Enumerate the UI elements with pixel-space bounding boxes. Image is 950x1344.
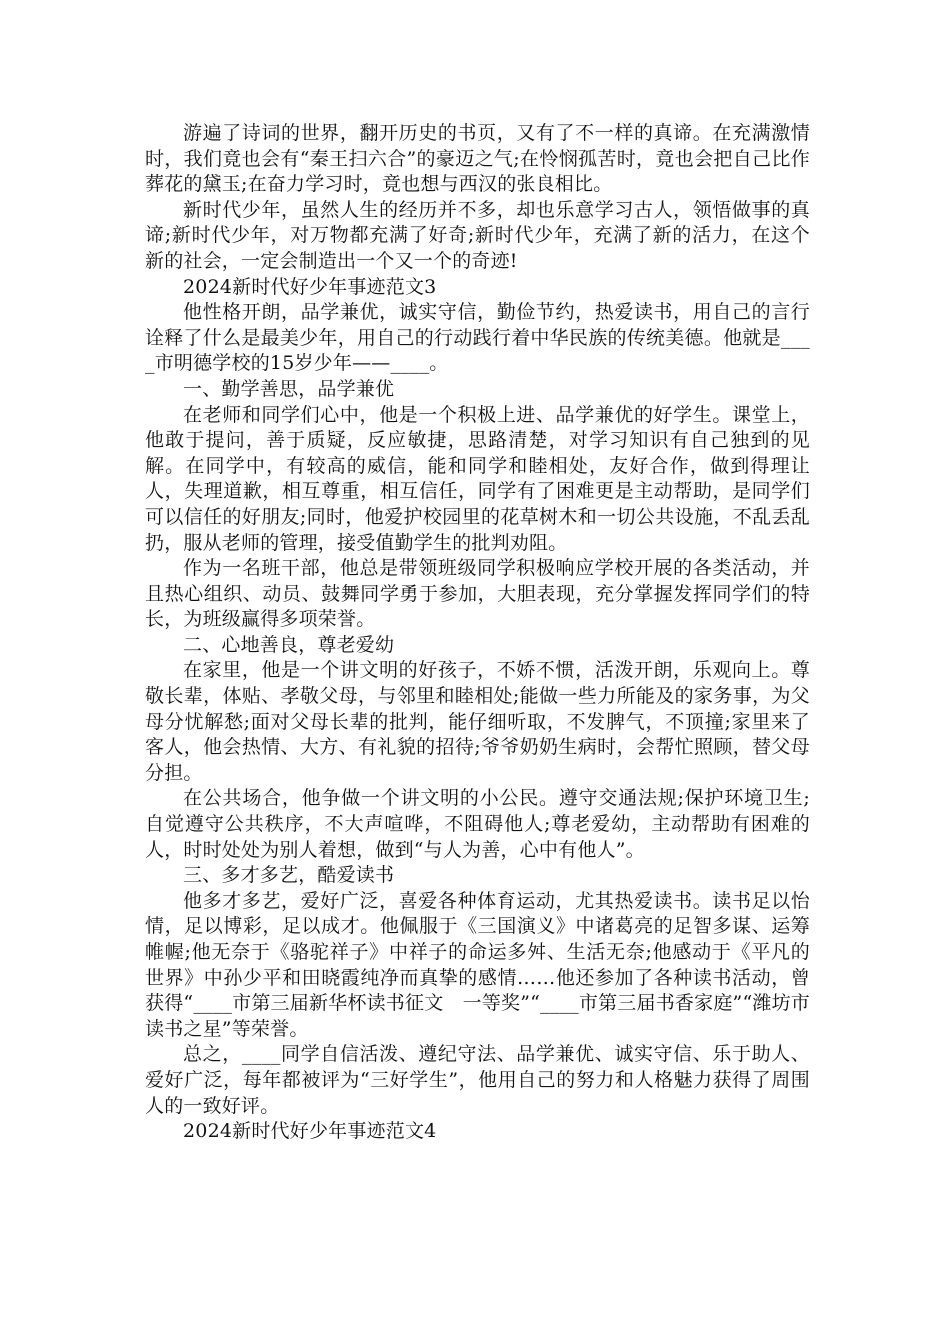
paragraph-poetry-history: 游遍了诗词的世界，翻开历史的书页，又有了不一样的真谛。在充满激情时，我们竟也会有“秦王扫六合”的豪迈之气;在怜悯孤苦时，竟也会把自己比作葬花的黛玉;在奋力学习时，竟也想与西汉的张良相比。 [145,122,810,196]
subheading-talents: 三、多才多艺，酷爱读书 [183,864,395,887]
paragraph-new-era-youth: 新时代少年，虽然人生的经历并不多，却也乐意学习古人，领悟做事的真谛;新时代少年，对万物都充满了好奇;新时代少年，充满了新的活力，在这个新的社会，一定会制造出一个又一个的奇迹! [145,198,810,272]
paragraph-class-leader: 作为一名班干部，他总是带领班级同学积极响应学校开展的各类活动，并且热心组织、动员、鼓舞同学勇于参加，大胆表现，充分掌握发挥同学们的特长，为班级赢得多项荣誉。 [145,557,810,631]
paragraph-home: 在家里，他是一个讲文明的好孩子，不娇不惯，活泼开朗，乐观向上。尊敬长辈，体贴、孝敬父母，与邻里和睦相处;能做一些力所能及的家务事，为父母分忧解愁;面对父母长辈的批判，能仔细听取，不发脾气，不顶撞;家里来了客人，他会热情、大方、有礼貌的招待;爷爷奶奶生病时，会帮忙照顾，替父母分担。 [145,659,810,784]
paragraph-reading: 他多才多艺，爱好广泛，喜爱各种体育运动，尤其热爱读书。读书足以怡情，足以博彩，足以成才。他佩服于《三国演义》中诸葛亮的足智多谋、运筹帷幄;他无奈于《骆驼祥子》中祥子的命运多舛、生活无奈;他感动于《平凡的世界》中孙少平和田晓霞纯净而真挚的感情……他还参加了各种读书活动，曾获得“____市第三届新华杯读书征文 一等奖”“____市第三届书香家庭”“潍坊市读书之星”等荣誉。 [145,889,810,1040]
paragraph-summary: 总之，____同学自信活泼、遵纪守法、品学兼优、诚实守信、乐于助人、爱好广泛，每年都被评为“三好学生”，他用自己的努力和人格魅力获得了周围人的一致好评。 [145,1043,810,1117]
paragraph-study: 在老师和同学们心中，他是一个积极上进、品学兼优的好学生。课堂上，他敢于提问，善于质疑，反应敏捷，思路清楚，对学习知识有自己独到的见解。在同学中，有较高的威信，能和同学和睦相处，友好合作，做到得理让人，失理道歉，相互尊重，相互信任，同学有了困难更是主动帮助，是同学们可以信任的好朋友;同时，他爱护校园里的花草树木和一切公共设施，不乱丢乱扔，服从老师的管理，接受值勤学生的批判劝阻。 [145,403,810,554]
paragraph-public: 在公共场合，他争做一个讲文明的小公民。遵守交通法规;保护环境卫生;自觉遵守公共秩序，不大声喧哗，不阻碍他人;尊老爱幼，主动帮助有困难的人，时时处处为别人着想，做到“与人为善，心中有他人”。 [145,787,810,861]
section-title-sample-4: 2024新时代好少年事迹范文4 [183,1120,437,1143]
paragraph-intro: 他性格开朗，品学兼优，诚实守信，勤俭节约，热爱读书，用自己的言行诠释了什么是最美少年，用自己的行动践行着中华民族的传统美德。他就是____市明德学校的15岁少年——____。 [145,301,810,375]
subheading-study: 一、勤学善思，品学兼优 [183,377,395,400]
document-body [145,121,810,1145]
section-title-sample-3: 2024新时代好少年事迹范文3 [183,275,437,298]
subheading-kindness: 二、心地善良，尊老爱幼 [183,633,395,656]
